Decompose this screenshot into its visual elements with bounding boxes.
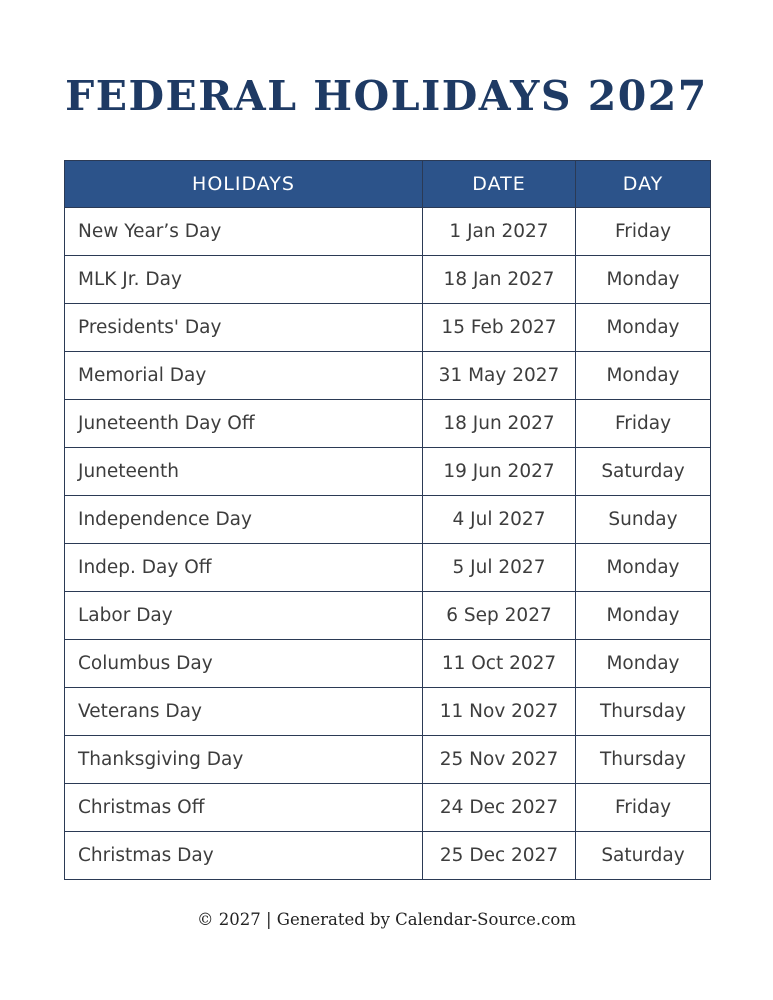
holiday-name-cell: New Year’s Day	[65, 208, 423, 256]
holiday-name-cell: Christmas Day	[65, 832, 423, 880]
holiday-day-cell: Sunday	[576, 496, 711, 544]
holiday-name-cell: Veterans Day	[65, 688, 423, 736]
holiday-name-cell: Indep. Day Off	[65, 544, 423, 592]
column-header-day: DAY	[576, 161, 711, 208]
holiday-name-cell: Memorial Day	[65, 352, 423, 400]
holiday-date-cell: 15 Feb 2027	[423, 304, 576, 352]
holiday-day-cell: Monday	[576, 352, 711, 400]
holiday-day-cell: Thursday	[576, 688, 711, 736]
table-row	[65, 640, 711, 688]
holiday-date-cell: 31 May 2027	[423, 352, 576, 400]
table-row	[65, 208, 711, 256]
holiday-day-cell: Friday	[576, 208, 711, 256]
holiday-date-cell: 25 Nov 2027	[423, 736, 576, 784]
holiday-name-cell: MLK Jr. Day	[65, 256, 423, 304]
holiday-day-cell: Monday	[576, 544, 711, 592]
holiday-day-cell: Monday	[576, 640, 711, 688]
holiday-date-cell: 1 Jan 2027	[423, 208, 576, 256]
holiday-date-cell: 19 Jun 2027	[423, 448, 576, 496]
holiday-name-cell: Thanksgiving Day	[65, 736, 423, 784]
table-header-row	[65, 161, 711, 208]
holiday-date-cell: 4 Jul 2027	[423, 496, 576, 544]
table-row	[65, 400, 711, 448]
holiday-day-cell: Saturday	[576, 832, 711, 880]
holiday-name-cell: Christmas Off	[65, 784, 423, 832]
holiday-name-cell: Juneteenth	[65, 448, 423, 496]
holiday-name-cell: Presidents' Day	[65, 304, 423, 352]
holiday-date-cell: 25 Dec 2027	[423, 832, 576, 880]
holiday-name-cell: Columbus Day	[65, 640, 423, 688]
holiday-date-cell: 24 Dec 2027	[423, 784, 576, 832]
footer-credit: © 2027 | Generated by Calendar-Source.com	[197, 910, 576, 929]
holiday-date-cell: 18 Jun 2027	[423, 400, 576, 448]
page-title: FEDERAL HOLIDAYS 2027	[65, 72, 708, 120]
column-header-holidays: HOLIDAYS	[65, 161, 423, 208]
table-row	[65, 448, 711, 496]
holiday-day-cell: Saturday	[576, 448, 711, 496]
holiday-name-cell: Independence Day	[65, 496, 423, 544]
table-row	[65, 688, 711, 736]
holiday-name-cell: Juneteenth Day Off	[65, 400, 423, 448]
holiday-day-cell: Monday	[576, 304, 711, 352]
holiday-day-cell: Thursday	[576, 736, 711, 784]
holiday-date-cell: 11 Oct 2027	[423, 640, 576, 688]
holiday-date-cell: 6 Sep 2027	[423, 592, 576, 640]
table-row	[65, 544, 711, 592]
column-header-date: DATE	[423, 161, 576, 208]
table-row	[65, 784, 711, 832]
holidays-table	[64, 160, 711, 880]
table-row	[65, 304, 711, 352]
holiday-day-cell: Friday	[576, 784, 711, 832]
table-row	[65, 256, 711, 304]
holiday-day-cell: Monday	[576, 592, 711, 640]
table-row	[65, 592, 711, 640]
holiday-date-cell: 18 Jan 2027	[423, 256, 576, 304]
table-row	[65, 352, 711, 400]
table-row	[65, 496, 711, 544]
holiday-day-cell: Friday	[576, 400, 711, 448]
holiday-date-cell: 5 Jul 2027	[423, 544, 576, 592]
holiday-date-cell: 11 Nov 2027	[423, 688, 576, 736]
table-row	[65, 832, 711, 880]
holiday-day-cell: Monday	[576, 256, 711, 304]
table-row	[65, 736, 711, 784]
holiday-name-cell: Labor Day	[65, 592, 423, 640]
